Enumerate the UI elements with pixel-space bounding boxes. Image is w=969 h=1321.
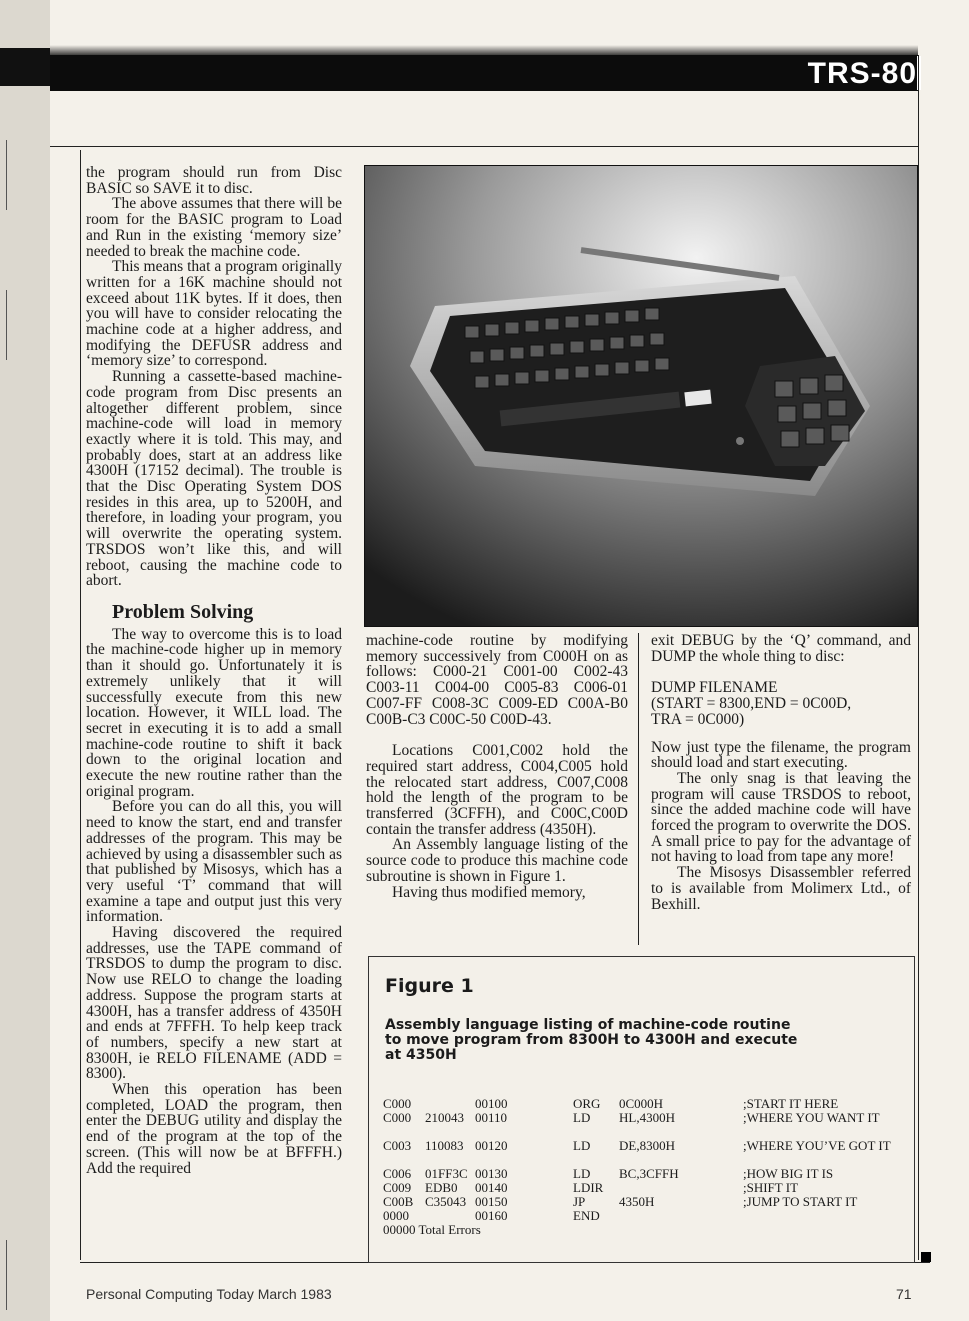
figure-box — [368, 956, 915, 1263]
listing-operand: DE,8300H — [619, 1138, 675, 1153]
end-mark — [921, 1252, 931, 1262]
paragraph: Having discovered the required addresses, use the TAPE command of TRSDOS to dump the program to disc. Now use RELO to change the loading address. Suppose the program starts at 4300H, has a transfer address of 4350H and ends at 7FFFH. To help keep track of numbers, specify a new start at 8300H, ie RELO FILENAME (ADD = 8300). — [86, 924, 342, 1083]
article-column-2 — [366, 633, 628, 900]
listing-opcode: ORG — [573, 1096, 601, 1111]
figure-caption: Assembly language listing of machine-code routine to move program from 8300H to 4300H and execute at 4350H — [385, 1017, 798, 1063]
listing-comment: ;HOW BIG IT IS — [743, 1166, 834, 1181]
listing-comment: ;WHERE YOU’VE GOT IT — [743, 1138, 891, 1153]
listing-opcode: LD — [573, 1166, 591, 1181]
trs80-photo — [364, 165, 918, 627]
listing-machine-code: 210043 — [425, 1110, 464, 1125]
listing-comment: ;START IT HERE — [743, 1096, 839, 1111]
listing-opcode: LD — [573, 1110, 591, 1125]
margin-mark — [6, 140, 7, 210]
listing-row — [383, 1139, 411, 1154]
paragraph: The above assumes that there will be room for the BASIC program to Load and Run in the existing ‘memory size’ needed to break the machine code. — [86, 195, 342, 260]
paragraph: exit DEBUG by the ‘Q’ command, and DUMP the whole thing to disc: — [651, 632, 911, 665]
listing-comment: ;SHIFT IT — [743, 1180, 799, 1195]
footer-publication: Personal Computing Today March 1983 — [86, 1286, 332, 1302]
paragraph: An Assembly language listing of the source code to produce this machine code subroutine is shown in Figure 1. — [366, 836, 628, 885]
article-column-1 — [86, 165, 342, 1176]
column-rule — [638, 633, 639, 945]
paragraph: Locations C001,C002 hold the required start address, C004,C005 hold the relocated start address, C007,C008 hold the length of the program to be transferred (3CFFH), and C00C,C00D contain the transfer address (4350H). — [366, 742, 628, 838]
paragraph: When this operation has been completed, LOAD the program, then enter the DEBUG utility and display the end of the program at the top of the screen. (This will now be at BFFFH.) Add the required — [86, 1081, 342, 1177]
header-band — [50, 55, 918, 91]
listing-line-number: 00130 — [475, 1166, 508, 1181]
listing-operand: 4350H — [619, 1194, 655, 1209]
listing-address: C000 — [383, 1110, 412, 1125]
paragraph: The Misosys Disassembler referred to is available from Molimerx Ltd., of Bexhill. — [651, 864, 911, 913]
listing-comment: ;JUMP TO START IT — [743, 1194, 858, 1209]
listing-machine-code: EDB0 — [425, 1180, 458, 1195]
paragraph: Running a cassette-based machine-code program from Disc presents an altogether different problem, since machine-code will load in memory exactly where it is told. This may, and probably does, start at an address like 4300H (17152 decimal). The trouble is that the Disc Operating System DOS resides in this area, up to 5200H, and therefore, in loading your program, you will overwrite the operating system. TRSDOS won’t like this, and will reboot, causing the machine code to abort. — [86, 368, 342, 590]
listing-address: C00B — [383, 1194, 414, 1209]
listing-address: 0000 — [383, 1208, 409, 1223]
paragraph: the program should run from Disc BASIC so SAVE it to disc. — [86, 164, 342, 197]
page-number: 71 — [896, 1286, 912, 1302]
article-column-3 — [651, 633, 911, 912]
margin-mark — [6, 290, 7, 360]
command-line: TRA = 0C000) — [651, 710, 745, 728]
column-rule — [80, 150, 81, 1260]
trs80-keyboard-illustration — [365, 166, 917, 626]
listing-row — [383, 1111, 411, 1126]
listing-operand: 0C000H — [619, 1096, 664, 1111]
paragraph: Now just type the filename, the program should load and start executing. — [651, 738, 911, 772]
binding-bar — [0, 48, 50, 86]
listing-line-number: 00110 — [475, 1110, 508, 1125]
listing-line-number: 00120 — [475, 1138, 508, 1153]
listing-line-number: 00150 — [475, 1194, 508, 1209]
subheading: Problem Solving — [112, 600, 254, 623]
listing-line-number: 00160 — [475, 1208, 508, 1223]
listing-machine-code: C35043 — [425, 1194, 467, 1209]
listing-operand: HL,4300H — [619, 1110, 675, 1125]
listing-line-number: 00140 — [475, 1180, 508, 1195]
paragraph: The only snag is that leaving the program will cause TRSDOS to reboot, since the added machine code will have forced the program to overwrite the DOS. A small price to pay for the advantage of not having to load from tape any more! — [651, 769, 911, 866]
binding-margin — [0, 0, 50, 1321]
listing-comment: ;WHERE YOU WANT IT — [743, 1110, 880, 1125]
paragraph: The way to overcome this is to load the machine-code higher up in memory than it should go. Unfortunately it is extremely unlikely that it will successfully execute from this new location. However, it WILL load. The secret in executing it is to add a small machine-code routine to shift it back down to the original location and execute the new routine rather than the original program. — [86, 625, 342, 800]
command-example — [651, 680, 911, 727]
figure-title: Figure 1 — [385, 975, 474, 997]
command-line: (START = 8300,END = 0C00D, — [651, 695, 852, 713]
command-line: DUMP FILENAME — [651, 679, 778, 697]
paragraph: Having thus modified memory, — [392, 883, 586, 901]
paragraph: machine-code routine by modifying memory successively from C000H on as follows: C000-21 C001-00 C002-43 C003-11 C004-00 C005-83 C006-01 C007-FF C008-3C C009-ED C00A-B0 C00B-C3 C00C-50 C00D-43. — [366, 632, 628, 728]
listing-address: C006 — [383, 1166, 412, 1181]
listing-address: C009 — [383, 1180, 412, 1195]
paragraph: Before you can do all this, you will need to know the start, end and transfer addresses of the program. This may be achieved by using a disassembler such as that published by Misosys, which has a very useful ‘T’ command that will examine a tape and output just this very information. — [86, 798, 342, 926]
listing-opcode: END — [573, 1208, 600, 1223]
listing-machine-code: 110083 — [425, 1138, 464, 1153]
listing-opcode: JP — [573, 1194, 586, 1209]
section-label: TRS-80 — [807, 57, 917, 90]
listing-address: C000 — [383, 1096, 412, 1111]
margin-mark — [6, 1240, 7, 1310]
listing-operand: BC,3CFFH — [619, 1166, 679, 1181]
header-rule — [50, 146, 918, 147]
column-rule — [918, 55, 919, 1260]
listing-address: C003 — [383, 1138, 412, 1153]
listing-line-number: 00100 — [475, 1096, 508, 1111]
listing-total-errors: 00000 Total Errors — [383, 1222, 481, 1237]
listing-machine-code: 01FF3C — [425, 1166, 468, 1181]
listing-opcode: LDIR — [573, 1180, 604, 1195]
paragraph: This means that a program originally written for a 16K machine should not exceed about 11K bytes. If it does, then you will have to consider relocating the machine code at a higher address, and modifying the DEFUSR address and ‘memory size’ to correspond. — [86, 258, 342, 370]
listing-opcode: LD — [573, 1138, 591, 1153]
